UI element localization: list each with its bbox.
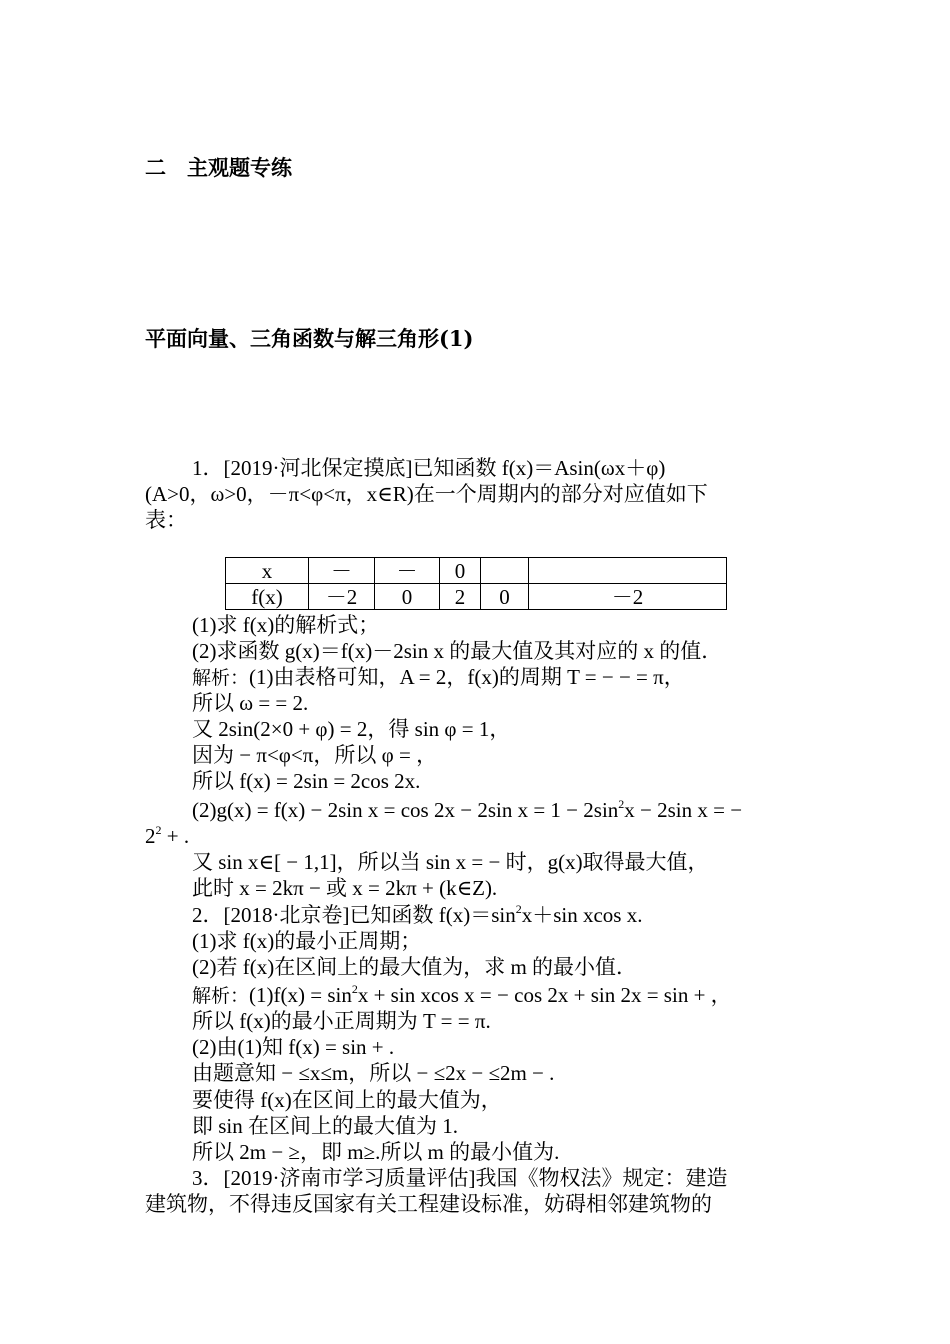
problem1-solution7: 又 sin x∈[ − 1,1]，所以当 sin x = − 时，g(x)取得最大值， xyxy=(192,850,709,874)
problem2-solution3: (2)由(1)知 f(x) = sin + . xyxy=(192,1035,395,1059)
table-cell: － xyxy=(309,558,375,584)
problem1-solution1: 解析：(1)由表格可知，A = 2，f(x)的周期 T = − − = π， xyxy=(192,665,685,689)
problem1-line1: 1．[2019·河北保定摸底]已知函数 f(x)＝Asin(ωx＋φ) xyxy=(192,456,666,480)
table-cell xyxy=(481,558,529,584)
problem1-line3: 表： xyxy=(145,508,187,532)
problem2-question1: (1)求 f(x)的最小正周期； xyxy=(192,929,422,953)
table-cell: 0 xyxy=(375,584,440,610)
problem2-question2: (2)若 f(x)在区间上的最大值为，求 m 的最小值． xyxy=(192,955,638,979)
problem1-solution6: (2)g(x) = f(x) − 2sin x = cos 2x − 2sin $x = 1 - 2\sin^2x - 2\sin$ x = − xyxy=(192,797,743,822)
problem1-question2: (2)求函数 g(x)＝f(x)－2sin x 的最大值及其对应的 x 的值． xyxy=(192,639,723,663)
table-row xyxy=(226,584,727,610)
problem2-line1: 2．[2018·北京卷]已知函数 $f(x)=\sin^2x+\sin$ xcos x. xyxy=(192,902,643,927)
solution-label: 解析： xyxy=(192,667,250,689)
table-cell xyxy=(529,558,727,584)
problem3-line1: 3．[2019·济南市学习质量评估]我国《物权法》规定：建造 xyxy=(192,1166,728,1190)
problem3-line2: 建筑物，不得违反国家有关工程建设标准，妨碍相邻建筑物的 xyxy=(145,1192,712,1216)
table-cell: 0 xyxy=(481,584,529,610)
problem1-solution4: 因为 − π<φ<π，所以 φ = ， xyxy=(192,743,438,767)
problem2-solution5: 要使得 f(x)在区间上的最大值为， xyxy=(192,1088,502,1112)
problem1-solution6-cont: $2^2$ + . xyxy=(145,823,190,848)
section-subtitle: 平面向量、三角函数与解三角形(1) xyxy=(145,326,474,351)
table-cell: －2 xyxy=(529,584,727,610)
problem2-solution1: 解析：$(1)f(x) = \sin^2x + \sin xcos$ x = − cos 2x + sin 2x = sin + ， xyxy=(192,982,732,1007)
table-cell: x xyxy=(226,558,309,584)
problem2-solution2: 所以 f(x)的最小正周期为 T = = π. xyxy=(192,1009,491,1033)
problem1-solution3: 又 2sin(2×0 + φ) = 2，得 sin φ = 1， xyxy=(192,717,511,741)
table-row xyxy=(226,558,727,584)
problem1-solution5: 所以 f(x) = 2sin = 2cos 2x. xyxy=(192,769,421,793)
table-cell: f(x) xyxy=(226,584,309,610)
problem1-line2: (A>0，ω>0，－π<φ<π，x∈R)在一个周期内的部分对应值如下 xyxy=(145,482,708,506)
table-cell: 0 xyxy=(440,558,481,584)
problem1-question1: (1)求 f(x)的解析式； xyxy=(192,613,380,637)
value-table xyxy=(225,557,727,610)
problem2-solution6: 即 sin 在区间上的最大值为 1. xyxy=(192,1114,459,1138)
problem1-solution2: 所以 ω = = 2. xyxy=(192,691,309,715)
table-cell: －2 xyxy=(309,584,375,610)
problem1-solution8: 此时 x = 2kπ − 或 x = 2kπ + (k∈Z). xyxy=(192,876,498,900)
problem2-solution7: 所以 2m − ≥，即 m≥.所以 m 的最小值为. xyxy=(192,1140,560,1164)
table-cell: 2 xyxy=(440,584,481,610)
problem2-solution4: 由题意知 − ≤x≤m，所以 − ≤2x − ≤2m − . xyxy=(192,1061,555,1085)
solution-label: 解析： xyxy=(192,985,250,1007)
table-cell: － xyxy=(375,558,440,584)
section-title: 二 主观题专练 xyxy=(145,155,292,180)
